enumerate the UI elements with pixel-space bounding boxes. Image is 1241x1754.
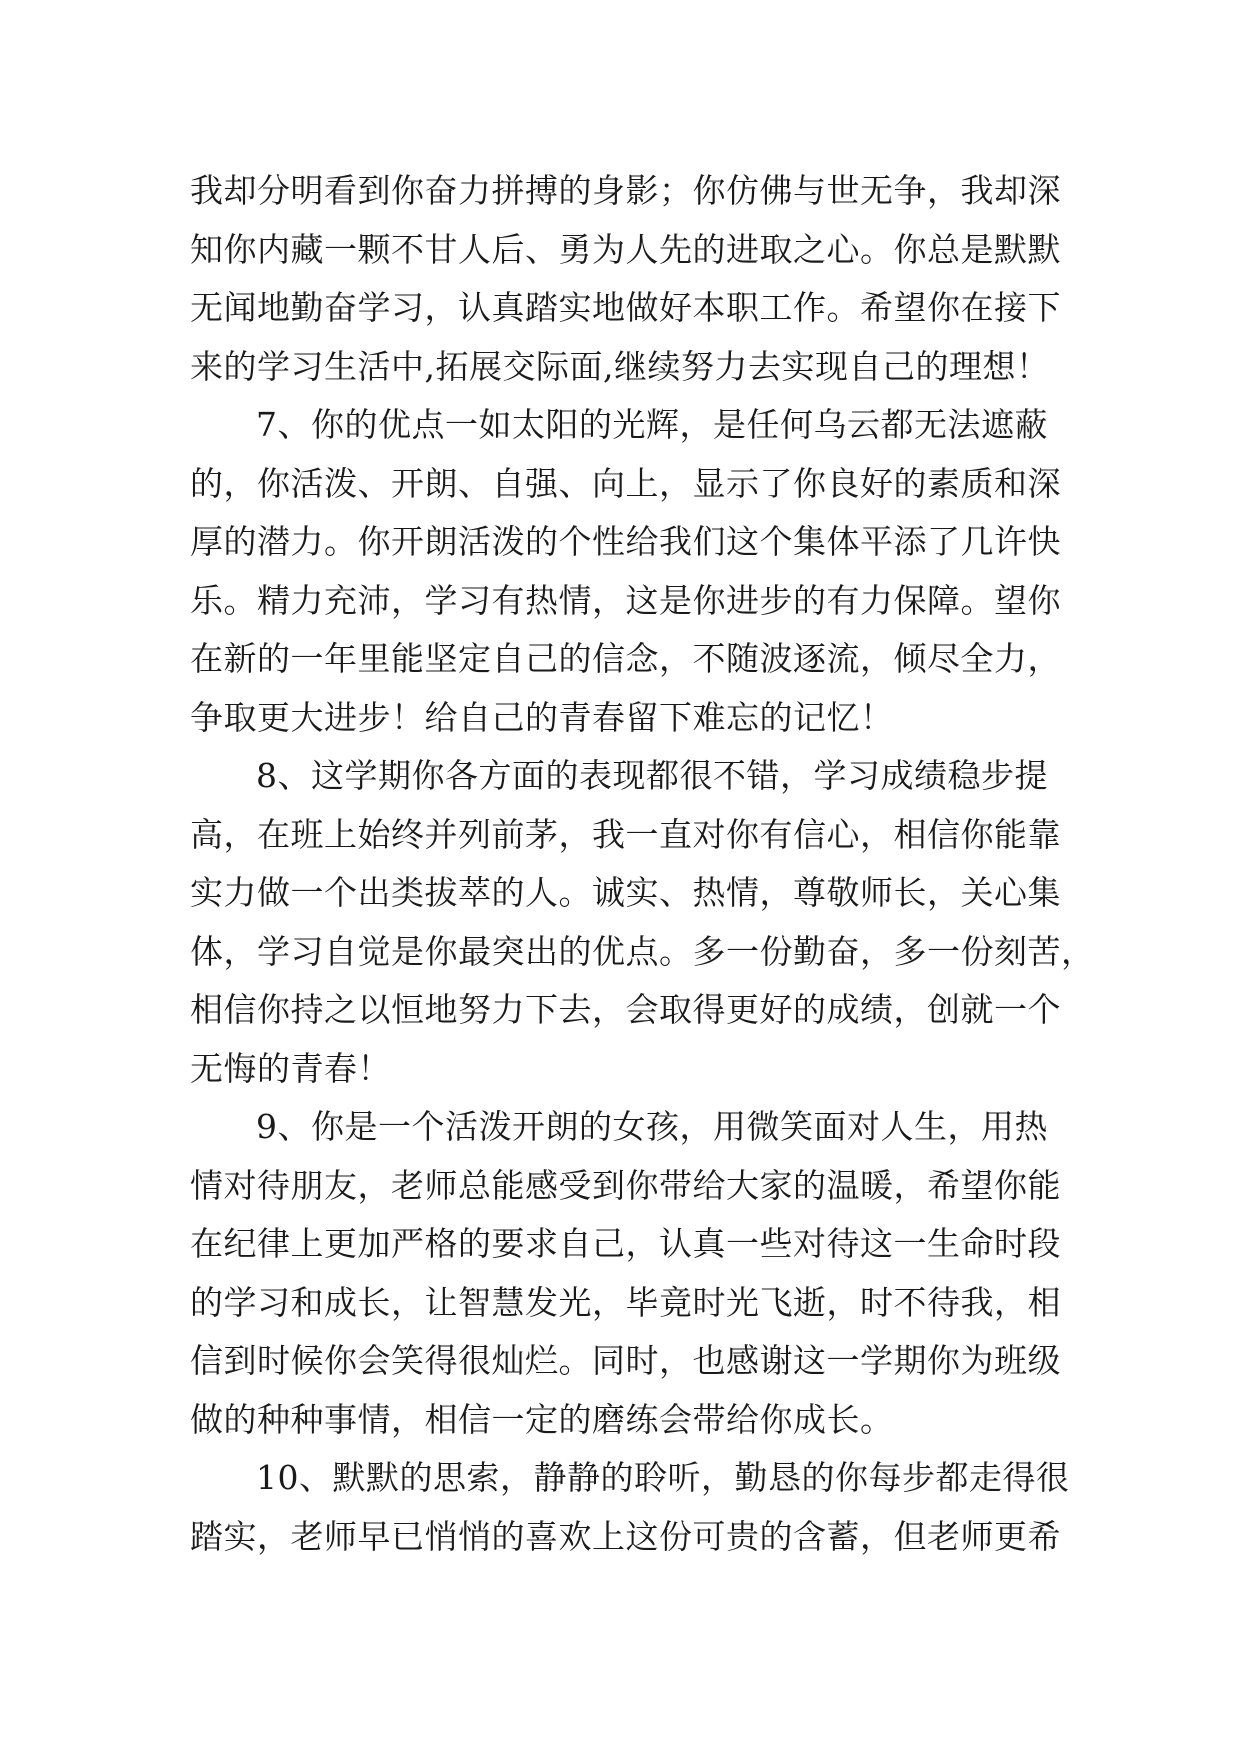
text-line: 知你内藏一颗不甘人后、勇为人先的进取之心。你总是默默 <box>190 229 1061 269</box>
text-line: 乐。精力充沛，学习有热情，这是你进步的有力保障。望你 <box>190 580 1061 620</box>
text-line: 相信你持之以恒地努力下去，会取得更好的成绩，创就一个 <box>190 990 1061 1029</box>
text-line: 无闻地勤奋学习，认真踏实地做好本职工作。希望你在接下 <box>190 288 1061 327</box>
document-body <box>190 162 1095 1566</box>
text-line: 争取更大进步！给自己的青春留下难忘的记忆！ <box>190 697 894 737</box>
text-line: 我却分明看到你奋力拼搏的身影；你仿佛与世无争，我却深 <box>190 171 1061 210</box>
paragraph-7-start: 7、你的优点一如太阳的光辉，是任何乌云都无法遮蔽 <box>256 405 1048 444</box>
text-line: 的，你活泼、开朗、自强、向上，显示了你良好的素质和深 <box>190 463 1061 503</box>
text-line: 无悔的青春！ <box>190 1048 391 1088</box>
text-line: 的学习和成长，让智慧发光，毕竟时光飞逝，时不待我，相 <box>190 1282 1061 1322</box>
text-line: 信到时候你会笑得很灿烂。同时，也感谢这一学期你为班级 <box>190 1341 1061 1380</box>
text-line: 来的学习生活中,拓展交际面,继续努力去实现自己的理想！ <box>190 346 1050 386</box>
text-line: 实力做一个出类拔萃的人。诚实、热情，尊敬师长，关心集 <box>190 873 1061 912</box>
text-line: 高，在班上始终并列前茅，我一直对你有信心，相信你能靠 <box>190 814 1061 854</box>
text-line: 体，学习自觉是你最突出的优点。多一份勤奋，多一份刻苦， <box>190 931 1095 971</box>
text-line: 做的种种事情，相信一定的磨练会带给你成长。 <box>190 1399 894 1439</box>
paragraph-10-start: 10、默默的思索，静静的聆听，勤恳的你每步都走得很 <box>256 1458 1070 1497</box>
text-line: 情对待朋友，老师总能感受到你带给大家的温暖，希望你能 <box>190 1165 1061 1205</box>
text-line: 在新的一年里能坚定自己的信念，不随波逐流，倾尽全力， <box>190 639 1061 678</box>
paragraph-9-start: 9、你是一个活泼开朗的女孩，用微笑面对人生，用热 <box>256 1107 1048 1146</box>
text-line: 踏实，老师早已悄悄的喜欢上这份可贵的含蓄，但老师更希 <box>190 1516 1061 1556</box>
text-line: 厚的潜力。你开朗活泼的个性给我们这个集体平添了几许快 <box>190 522 1061 561</box>
text-line: 在纪律上更加严格的要求自己，认真一些对待这一生命时段 <box>190 1224 1061 1263</box>
paragraph-8-start: 8、这学期你各方面的表现都很不错，学习成绩稳步提 <box>256 756 1048 795</box>
